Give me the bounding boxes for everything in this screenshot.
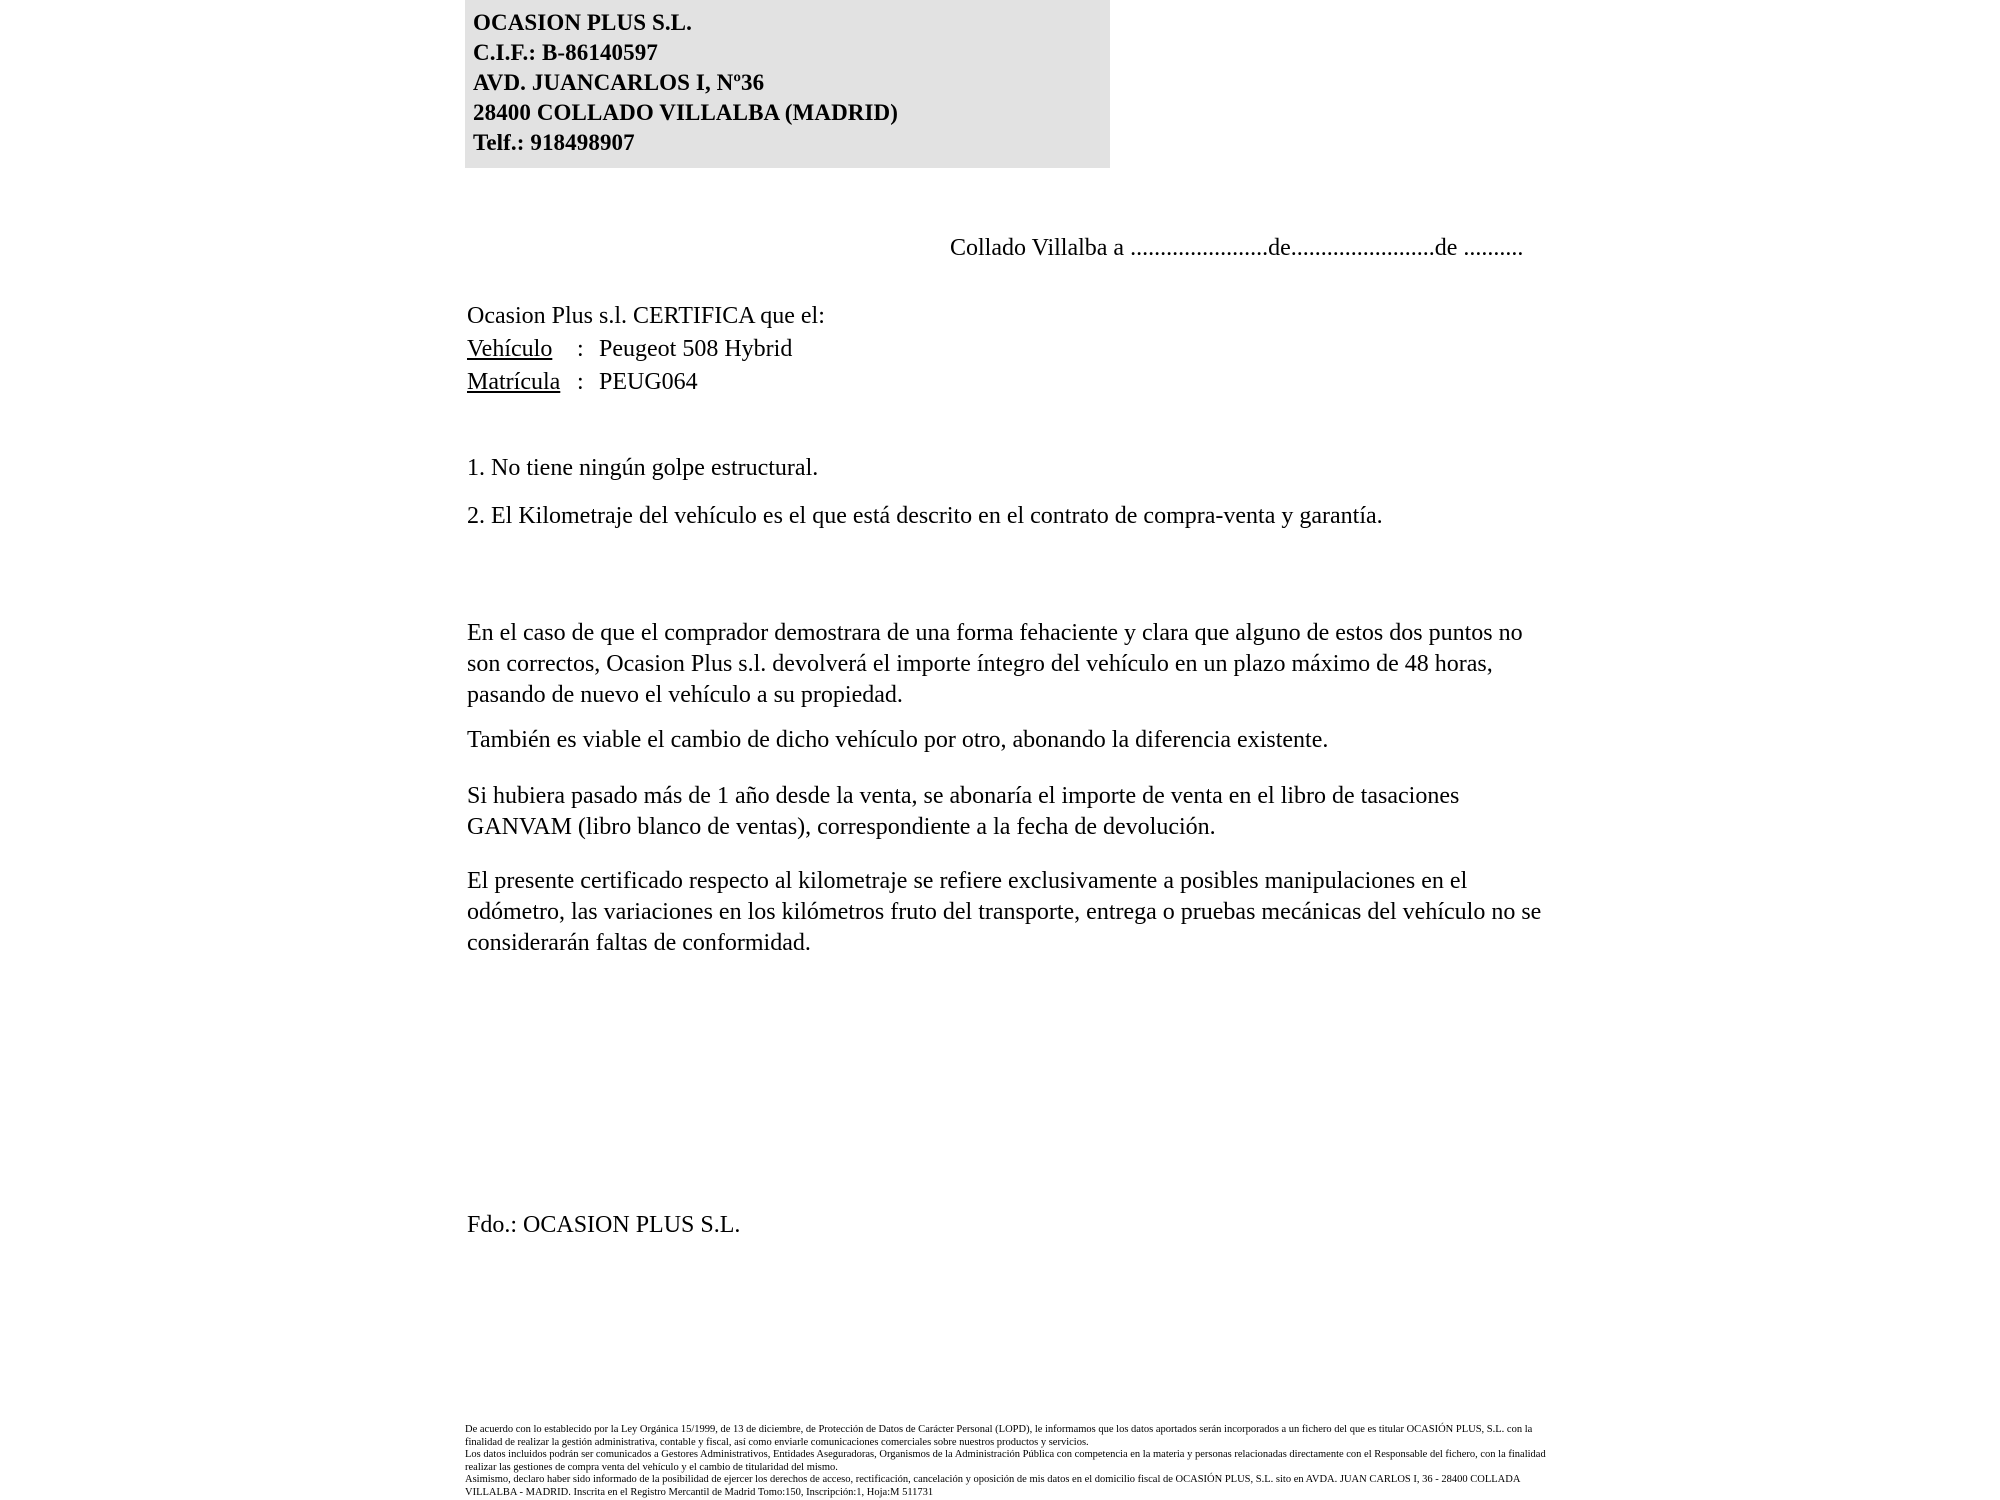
date-line: Collado Villalba a .......................de........................de .......... bbox=[950, 235, 1524, 261]
company-address: AVD. JUANCARLOS I, Nº36 bbox=[473, 70, 765, 95]
legal-paragraph-2: Los datos incluidos podrán ser comunicados a Gestores Administrativos, Entidades Aseguradoras, Organismos de la Administración Pública con competencia en la materia y personas relacionadas directamente con el Responsable del fichero, con la finalidad realizar las gestiones de compra venta del vehículo y el cambio de titularidad del mismo. bbox=[465, 1449, 1546, 1473]
vehicle-value: Peugeot 508 Hybrid bbox=[599, 336, 793, 362]
legal-paragraph-3: Asimismo, declaro haber sido informado de la posibilidad de ejercer los derechos de acceso, rectificación, cancelación y oposición de mis datos en el domicilio fiscal de OCASIÓN PLUS, S.L. sito en AVDA. JUAN CARLOS I, 36 - 28400 COLLADA VILLALBA - MADRID. Inscrita en el Registro Mercantil de Madrid Tomo:150, Inscripción:1, Hoja:M 511731 bbox=[465, 1474, 1520, 1498]
paragraph-exchange: También es viable el cambio de dicho vehículo por otro, abonando la diferencia existente. bbox=[467, 727, 1329, 753]
paragraph-ganvam: Si hubiera pasado más de 1 año desde la venta, se abonaría el importe de venta en el libro de tasaciones GANVAM (libro blanco de ventas), correspondiente a la fecha de devolución. bbox=[467, 783, 1460, 840]
certify-intro: Ocasion Plus s.l. CERTIFICA que el: bbox=[467, 303, 825, 329]
legal-footer bbox=[465, 1424, 1555, 1500]
company-header-block bbox=[465, 0, 1110, 168]
paragraph-odometer: El presente certificado respecto al kilometraje se refiere exclusivamente a posibles manipulaciones en el odómetro, las variaciones en los kilómetros fruto del transporte, entrega o pruebas mecánicas del vehículo no se considerarán faltas de conformidad. bbox=[467, 868, 1542, 956]
certify-block bbox=[467, 300, 825, 399]
plate-row bbox=[467, 366, 825, 399]
company-city: 28400 COLLADO VILLALBA (MADRID) bbox=[473, 100, 899, 125]
vehicle-row bbox=[467, 333, 825, 366]
signature-line: Fdo.: OCASION PLUS S.L. bbox=[467, 1212, 741, 1238]
company-phone: Telf.: 918498907 bbox=[473, 130, 635, 155]
vehicle-separator: : bbox=[577, 336, 584, 362]
plate-value: PEUG064 bbox=[599, 369, 698, 395]
plate-separator: : bbox=[577, 369, 584, 395]
company-name: OCASION PLUS S.L. bbox=[473, 10, 692, 35]
point-2: 2. El Kilometraje del vehículo es el que está descrito en el contrato de compra-venta y garantía. bbox=[467, 503, 1383, 529]
paragraph-refund: En el caso de que el comprador demostrara de una forma fehaciente y clara que alguno de estos dos puntos no son correctos, Ocasion Plus s.l. devolverá el importe íntegro del vehículo en un plazo máximo de 48 horas, pasando de nuevo el vehículo a su propiedad. bbox=[467, 620, 1523, 708]
legal-paragraph-1: De acuerdo con lo establecido por la Ley Orgánica 15/1999, de 13 de diciembre, de Protección de Datos de Carácter Personal (LOPD), le informamos que los datos aportados serán incorporados a un fichero del que es titular OCASIÓN PLUS, S.L. con la finalidad de realizar la gestión administrativa, contable y fiscal, así como enviarle comunicaciones comerciales sobre nuestros productos y servicios. bbox=[465, 1424, 1533, 1448]
company-cif: C.I.F.: B-86140597 bbox=[473, 40, 658, 65]
plate-label: Matrícula bbox=[467, 369, 561, 395]
point-1: 1. No tiene ningún golpe estructural. bbox=[467, 455, 819, 481]
vehicle-label: Vehículo bbox=[467, 336, 553, 362]
